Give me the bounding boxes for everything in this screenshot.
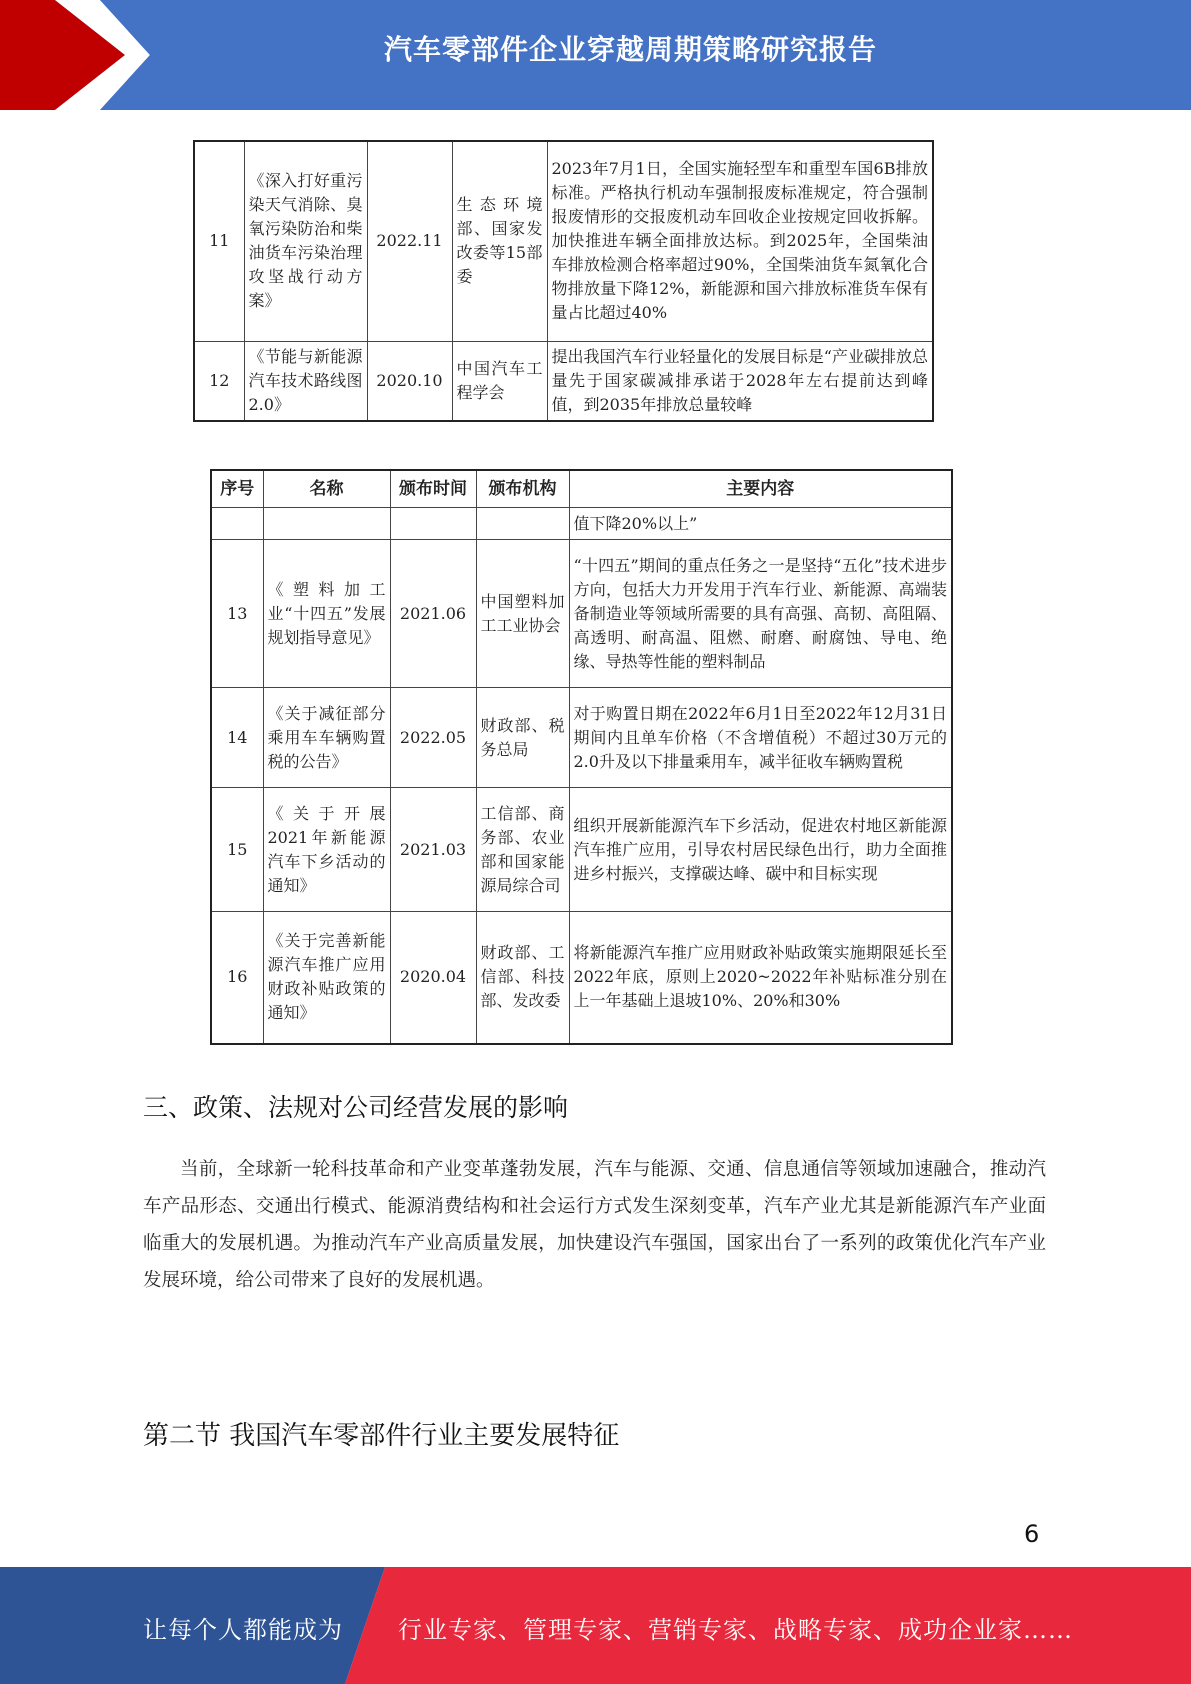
issue-date: 2020.10: [367, 341, 452, 421]
main-content: 组织开展新能源汽车下乡活动，促进农村地区新能源汽车推广应用，引导农村居民绿色出行，助力全面推进乡村振兴，支撑碳达峰、碳中和目标实现: [569, 788, 952, 912]
issue-date: 2022.05: [390, 688, 476, 788]
issuing-agency: 中国汽车工程学会: [452, 341, 547, 421]
table-row: [211, 540, 952, 688]
header-number: 序号: [211, 470, 263, 508]
main-content: 对于购置日期在2022年6月1日至2022年12月31日期间内且单车价格（不含增值税）不超过30万元的2.0升及以下排量乘用车，减半征收车辆购置税: [569, 688, 952, 788]
table-row: [211, 912, 952, 1044]
row-number: 12: [194, 341, 244, 421]
main-content: 提出我国汽车行业轻量化的发展目标是“产业碳排放总量先于国家碳减排承诺于2028年左右提前达到峰值，到2035年排放总量较峰: [547, 341, 933, 421]
policy-name: 《节能与新能源汽车技术路线图2.0》: [244, 341, 367, 421]
section-paragraph: 当前，全球新一轮科技革命和产业变革蓬勃发展，汽车与能源、交通、信息通信等领域加速融合，推动汽车产品形态、交通出行模式、能源消费结构和社会运行方式发生深刻变革，汽车产业尤其是新能源汽车产业面临重大的发展机遇。为推动汽车产业高质量发展，加快建设汽车强国，国家出台了一系列的政策优化汽车产业发展环境，给公司带来了良好的发展机遇。: [143, 1159, 1046, 1291]
page-number: 6: [1024, 1520, 1040, 1548]
table-row: [194, 141, 933, 341]
policy-name: 《塑料加工业“十四五”发展规划指导意见》: [263, 540, 390, 688]
row-number: 13: [211, 540, 263, 688]
table-row: [211, 788, 952, 912]
header-content: 主要内容: [569, 470, 952, 508]
table-header-row: [211, 470, 952, 508]
footer-slogan-right: 行业专家、管理专家、营销专家、战略专家、成功企业家……: [398, 1616, 1073, 1644]
policy-name: 《关于开展2021年新能源汽车下乡活动的通知》: [263, 788, 390, 912]
header-agency: 颁布机构: [476, 470, 569, 508]
table-row: [211, 508, 952, 540]
report-title: 汽车零部件企业穿越周期策略研究报告: [383, 33, 877, 66]
page-header: [0, 0, 1191, 110]
policy-name: 《关于减征部分乘用车车辆购置税的公告》: [263, 688, 390, 788]
main-content: 将新能源汽车推广应用财政补贴政策实施期限延长至2022年底，原则上2020~2022年补贴标准分别在上一年基础上退坡10%、20%和30%: [569, 912, 952, 1044]
header-name: 名称: [263, 470, 390, 508]
issuing-agency: 财政部、税务总局: [476, 688, 569, 788]
main-content: “十四五”期间的重点任务之一是坚持“五化”技术进步方向，包括大力开发用于汽车行业、新能源、高端装备制造业等领域所需要的具有高强、高韧、高阻隔、高透明、耐高温、阻燃、耐磨、耐腐蚀、导电、绝缘、导热等性能的塑料制品: [569, 540, 952, 688]
issue-date: 2021.06: [390, 540, 476, 688]
issue-date: 2021.03: [390, 788, 476, 912]
issue-date: 2022.11: [367, 141, 452, 341]
section-heading: 三、政策、法规对公司经营发展的影响: [143, 1093, 569, 1122]
row-number: 14: [211, 688, 263, 788]
continued-content: 值下降20%以上”: [569, 508, 952, 540]
issue-date: 2020.04: [390, 912, 476, 1044]
issuing-agency: 中国塑料加工工业协会: [476, 540, 569, 688]
policy-table-top: [193, 140, 934, 422]
page-footer: [0, 1567, 1191, 1684]
table-row: [211, 688, 952, 788]
policy-name: 《深入打好重污染天气消除、臭氧污染防治和柴油货车污染治理攻坚战行动方案》: [244, 141, 367, 341]
issuing-agency: 财政部、工信部、科技部、发改委: [476, 912, 569, 1044]
issuing-agency: 生态环境部、国家发改委等15部委: [452, 141, 547, 341]
header-date: 颁布时间: [390, 470, 476, 508]
chapter-heading: 第二节 我国汽车零部件行业主要发展特征: [143, 1421, 620, 1451]
policy-table-bottom: [210, 469, 953, 1045]
footer-slogan-left: 让每个人都能成为: [143, 1616, 343, 1644]
policy-name: 《关于完善新能源汽车推广应用财政补贴政策的通知》: [263, 912, 390, 1044]
issuing-agency: 工信部、商务部、农业部和国家能源局综合司: [476, 788, 569, 912]
row-number: 16: [211, 912, 263, 1044]
main-content: 2023年7月1日，全国实施轻型车和重型车国6B排放标准。严格执行机动车强制报废标准规定，符合强制报废情形的交报废机动车回收企业按规定回收拆解。加快推进车辆全面排放达标。到2025年，全国柴油车排放检测合格率超过90%，全国柴油货车氮氧化合物排放量下降12%，新能源和国六排放标准货车保有量占比超过40%: [547, 141, 933, 341]
row-number: 11: [194, 141, 244, 341]
table-row: [194, 341, 933, 421]
row-number: 15: [211, 788, 263, 912]
